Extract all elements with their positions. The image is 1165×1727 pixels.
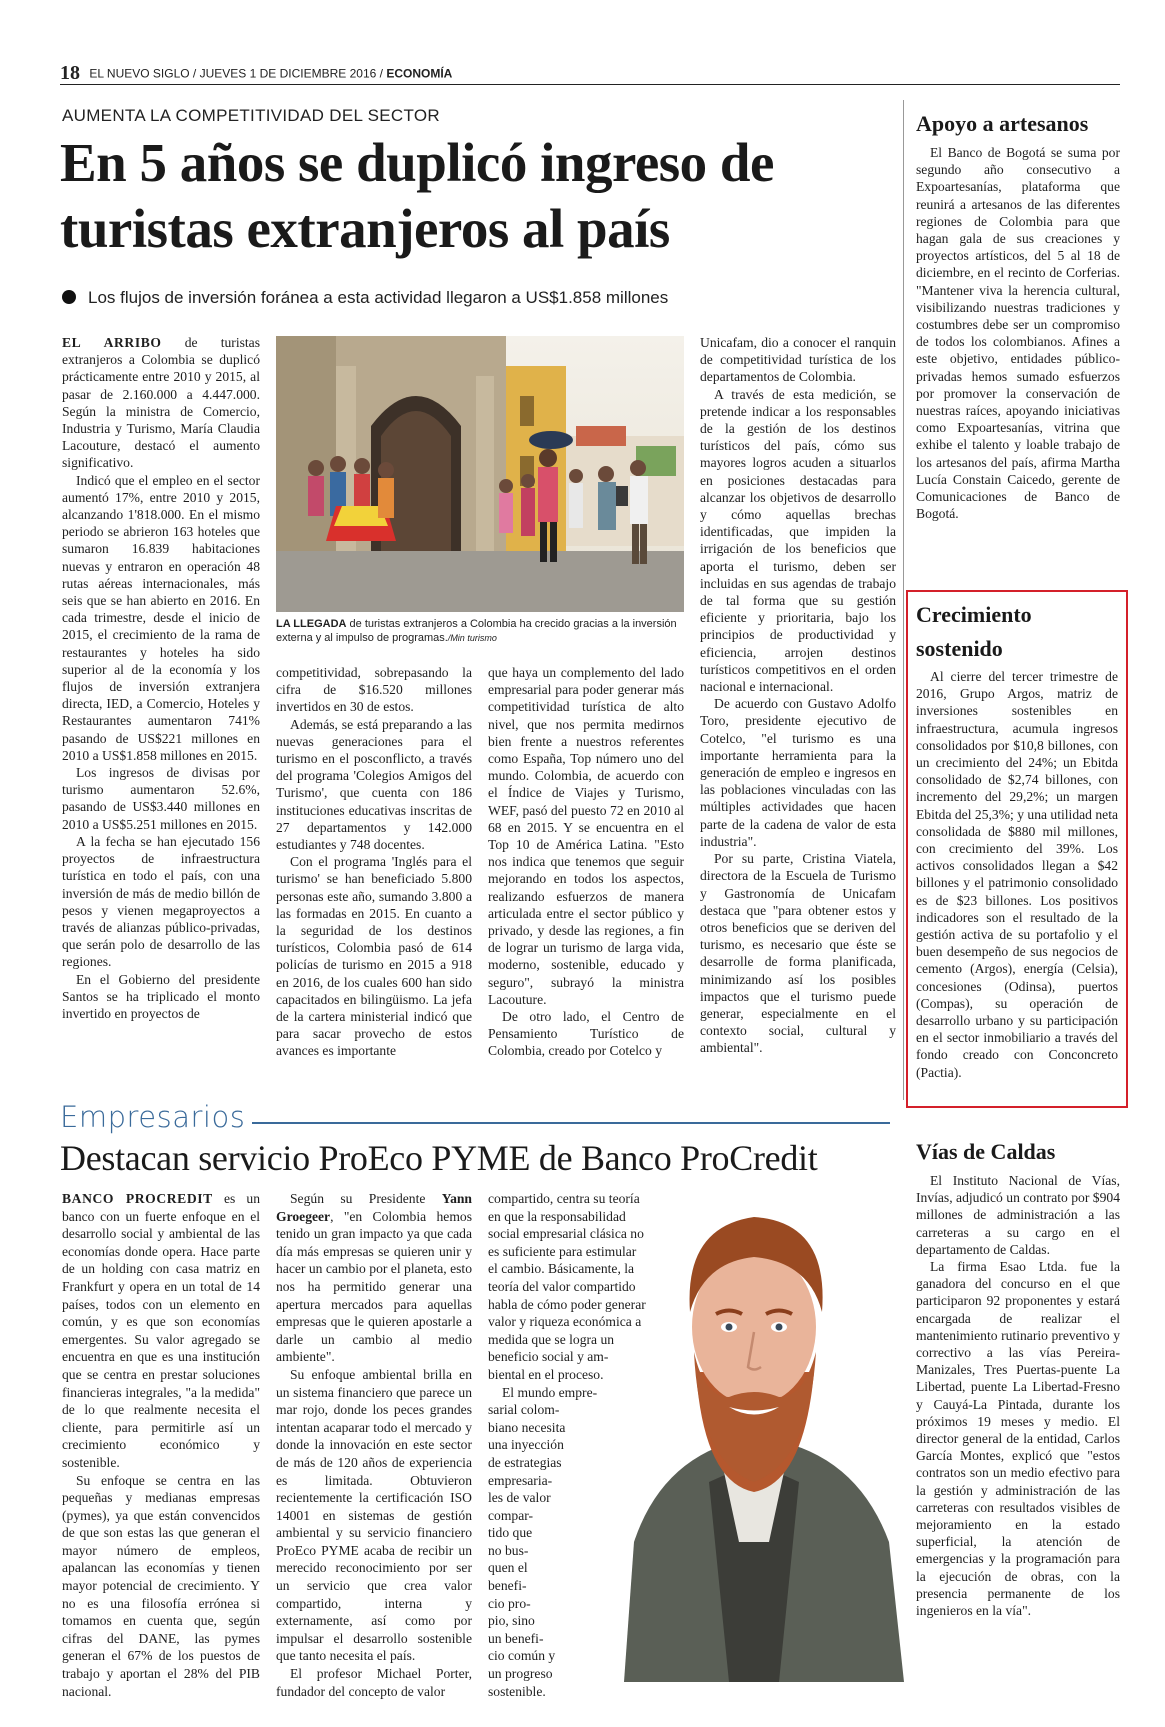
sidebar-title-crecimiento: Crecimiento sostenido [916,602,1032,661]
sidebar-title-apoyo: Apoyo a artesanos [916,111,1089,136]
paragraph: En el Gobierno del presidente Santos se ha triplicado el monto invertido en proyectos de [62,971,260,1021]
lead-in: EL ARRIBO [62,335,162,350]
article-kicker: AUMENTA LA COMPETITIVIDAD DEL SECTOR [62,106,440,125]
paragraph: Su enfoque se centra en las pequeñas y medianas empresas (pymes), ya que están convencidos de que son estas las que generan el mayor número de empleos, apalancan las economías y tienen mayor potencial de crecimiento. Y no es una filosofía errónea si tomamos en cuenta que, según cifras del DANE, las pymes generan el 67% de los puestos de trabajo y aportan el 28% del PIB nacional. [62,1472,260,1699]
sidebar-apoyo-text [916,144,1120,522]
article-column-2 [276,664,472,1060]
sidebar-title-vias: Vías de Caldas [916,1139,1056,1164]
bullet-icon [62,290,76,304]
paragraph: Según su Presidente Yann Groegeer, "en Colombia hemos tenido un gran impacto ya que cada día más empresas se quieren unir y hacer un cambio por el planeta, esto nos ha permitido generar una apertura mercados para aquellas empresas que le quieren apostarle a darle un cambio al medio ambiente". [276,1191,472,1365]
paragraph: Con el programa 'Inglés para el turismo' se han beneficiado 5.800 personas este año, sumando 3.800 a las formadas en 2015. En cuanto a la seguridad de los destinos turísticos, Colombia pasó de 614 policías de turismo en 2015 a 918 en 2016, de los cuales 600 han sido capacitados en bilingüismo. La jefa de la cartera ministerial indicó que para sacar provecho de estos avances es importante [276,854,472,1059]
paragraph: Su enfoque ambiental brilla en un sistema financiero que parece un mar rojo, donde los peces grandes intentan acaparar todo el mercado y donde la innovación en este sector de más de 120 años de experiencia es limitada. Obtuvieron recientemente la certificación ISO 14001 en sistemas de gestión ambiental y su servicio financiero ProEco PYME acaba de recibir un merecido reconocimiento por ser un servicio que crea valor compartido, interna y externamente, así como por impulsar el desarrollo sostenible que tanto necesita el país. [276,1366,472,1664]
paragraph: EL ARRIBO de turistas extranjeros a Colombia se duplicó prácticamente entre 2010 y 2015, al pasar de 2.160.000 a 4.447.000. Según la ministra de Comercio, Industria y Turismo, María Claudia Lacouture, destacó el aumento significativo. [62,335,260,471]
header-rule [60,84,1120,85]
article-column-1 [62,334,260,1022]
article-subheadline [62,288,912,308]
paragraph: Al cierre del tercer trimestre de 2016, Grupo Argos, matriz de inversiones sostenibles en infraestructura, acumula ingresos consolidados por $10,8 billones, con un crecimiento del 24%; un Ebitda consolidado de $2,74 billones, con incremento del 29,2%; un margen Ebitda del 25,3%; y una utilidad neta consolidada de $880 mil millones, con crecimiento del 39%. Los activos consolidados llegan a $42 billones y el patrimonio consolidado es de $23 billones. Los positivos indicadores son el resultado de la gestión activa de su portafolio y el buen desempeño de sus negocios de cemento (Argos), energía (Celsia), concesiones (Odinsa), puertos (Compas), su operación de desarrollo urbano y su participación en el sector inmobiliario a través del fondo creado con Conconcreto (Pactia). [916,669,1118,1080]
paragraph: La firma Esao Ltda. fue la ganadora del concurso en el que participaron 92 proponentes y estará encargada de realizar el mantenimiento rutinario preventivo y correctivo a las vías Pereira-Manizales, Tres Puertas-puente La Libertad, puente La Libertad-Fresno y Cauyá-La Pintada, durante los próximos 19 meses y medio. El director general de la entidad, Carlos García Montes, explicó que "estos contratos son un medio efectivo para la gestión y administración de las carreteras con resultados visibles de mejoramiento en la estado superficial, la atención de emergencias y la programación para la ejecución de obras, con la presencia permanente de los ingenieros en la vía". [916,1259,1120,1619]
article-headline: En 5 años se duplicó ingreso de turistas extranjeros al país [60,132,774,259]
paragraph: Además, se está preparando a las nuevas generaciones para el turismo en el posconflicto, a través del programa 'Colegios Amigos del Turismo', que cuenta con 186 instituciones educativas inscritas de 27 departamentos y 142.000 estudiantes y 748 docentes. [276,716,472,853]
article-column-4 [700,334,896,1057]
empresarios-headline: Destacan servicio ProEco PYME de Banco ProCredit [60,1138,818,1178]
paragraph: Unicafam, dio a conocer el ranquin de competitividad turística de los departamentos de Colombia. [700,335,896,385]
paragraph: Por su parte, Cristina Viatela, directora de la Escuela de Turismo y Gastronomía de Unicafam destaca que "para obtener estos y otros beneficios que se deriven del turismo, es necesario que éste se desarrolle de forma planificada, minimizando así los posibles impactos que el turismo puede generar, especialmente en el contexto social, cultural y ambiental". [700,851,896,1056]
subheadline-text: Los flujos de inversión foránea a esta actividad llegaron a US$1.858 millones [88,288,669,307]
paragraph: Indicó que el empleo en el sector aumentó 17%, entre 2010 y 2015, alcanzando 1'818.000. En el mismo periodo se abrieron 163 hoteles que sumaron 16.839 habitaciones nuevas y entraron en operación 48 rutas aéreas internacionales, más seis que se han abierto en 2016. En cada trimestre, desde el inicio de 2015, el crecimiento de la rama de restaurantes y hoteles ha sido superior al de la economía y los flujos de inversión extranjera directa, IED, a Comercio, Hoteles y Restaurantes aumentaron 741% pasando de US$221 millones en 2010 a US$1.858 millones en 2015. [62,472,260,763]
photo-caption: LA LLEGADA de turistas extranjeros a Colombia ha crecido gracias a la inversión externa y al impulso de programas./Min turismo [276,618,677,644]
paragraph: De acuerdo con Gustavo Adolfo Toro, presidente ejecutivo de Cotelco, "el turismo es una importante herramienta para la generación de empleo e ingresos en las poblaciones vinculadas con las múltiples actividades que hacen parte de la cadena de valor de esta industria". [700,696,896,849]
photo-credit: /Min turismo [447,633,497,643]
paragraph: El profesor Michael Porter, fundador del concepto de valor [276,1666,472,1699]
paragraph: Los ingresos de divisas por turismo aumentaron 52.6%, pasando de US$3.440 millones en 2010 a US$5.251 millones en 2015. [62,765,260,832]
paragraph: El Instituto Nacional de Vías, Invías, adjudicó un contrato por $904 millones de administración a las carreteras a su cargo en el departamento de Caldas. [916,1173,1120,1257]
person-name: Yann Groegeer [276,1191,472,1224]
empresarios-column-3: compartido, centra su teoría en que la responsabilidad social empresarial clásica no es suficiente para estimular el cambio. Básicamente, la teoría del valor compartido habla de cómo poder generar valor y riqueza económica a medida que se logra un beneficio social y am- biental en el proceso. El mundo empre- sarial colom- biano necesita una inyección de estrategias empresaria- les de valor compar- tido que no bus- quen el benefi- cio pro- pio, sino un benefi- cio común y un progreso sostenible. [488,1191,646,1699]
tourists-photo-illustration [276,336,684,612]
article-column-3 [488,664,684,1060]
tourists-photo [276,336,684,612]
empresarios-column-1 [62,1190,260,1700]
lead-in: BANCO PROCREDIT [62,1191,213,1206]
section-name: ECONOMÍA [386,66,453,81]
sidebar-vias-text [916,1172,1120,1619]
paragraph: El Banco de Bogotá se suma por segundo año consecutivo a Expoartesanías, plataforma que reunirá a artesanos de las diferentes regiones de Colombia para que hagan gala de sus creaciones y proyectos artísticos, del 5 al 18 de diciembre, en el recinto de Corferias. "Mantener viva la herencia cultural, visibilizando nuestras tradiciones y costumbres debe ser un compromiso de todos los colombianos. Afines a este objetivo, entidades público-privadas hemos sumado esfuerzos por promover la conservación de nuestras raíces, apoyando iniciativas como Expoartesanías, vitrina que exhibe el talento y loable trabajo de los artesanos del país, afirma Martha Lucía Constain Caicedo, gerente de Comunicaciones de Banco de Bogotá. [916,145,1120,522]
paragraph: competitividad, sobrepasando la cifra de $16.520 millones invertidos en 30 de estos. [276,665,472,715]
caption-lead: LA LLEGADA [276,618,347,630]
paragraph: A la fecha se han ejecutado 156 proyectos de infraestructura turística en todo el país, con una inversión de más de medio billón de pesos y vienen megaproyectos a través de alianzas público-privadas, que serán polo de desarrollo de las regiones. [62,833,260,970]
page-number: 18 [60,62,80,84]
page-header [60,62,1120,84]
section-tag-rule [252,1122,890,1124]
paragraph: De otro lado, el Centro de Pensamiento Turístico de Colombia, creado por Cotelco y [488,1009,684,1059]
sidebar-divider [903,100,904,1100]
empresarios-column-2 [276,1190,472,1700]
paragraph: que haya un complemento del lado empresarial para poder generar más competitividad turística de alto nivel, que nos permita medirnos bien frente a nuestros referentes como España, Top número uno del mundo. Colombia, de acuerdo con el Índice de Viajes y Turismo, WEF, pasó del puesto 72 en 2010 al 68 en 2015. Y se encuentra en el Top 10 de América Latina. "Esto nos indica que tenemos que seguir mejorando en todos los aspectos, realizando esfuerzos de manera articulada entre el sector público y privado, y desde las regiones, a fin de lograr un turismo de larga vida, moderno, sostenible, educado y seguro", subrayó la ministra Lacouture. [488,665,684,1007]
section-tag: Empresarios [60,1100,246,1134]
sidebar-crecimiento-text [916,668,1118,1081]
paragraph: BANCO PROCREDIT es un banco con un fuerte enfoque en el desarrollo social y ambiental de las economías donde opera. Hace parte de un holding con casa matriz en Frankfurt y opera en un total de 14 países, todos con un elemento en común, y es que son economías emergentes. Su valor agregado se encuentra en que es una institución que se centra en prestar soluciones financieras integrales, "a la medida" de lo que realmente necesita el cliente, para permitirle así un crecimiento económico y sostenible. [62,1191,261,1470]
paragraph: A través de esta medición, se pretende indicar a los responsables de la gestión de los destinos turísticos del país, cómo sus mayores logros acuden a situarlos en posiciones destacadas para alcanzar los objetivos de desarrollo y cómo aquellas brechas identificadas, que impiden la irrigación de los beneficios que aporta el turismo, deben ser incluidas en sus agendas de trabajo de tal forma que su gestión eficiente y prioritaria, bajo los principios de productividad y eficiencia, arrojen destinos turísticos competitivos en el orden nacional e internacional. [700,386,896,695]
publication-line: EL NUEVO SIGLO / JUEVES 1 DE DICIEMBRE 2016 / [89,66,383,81]
